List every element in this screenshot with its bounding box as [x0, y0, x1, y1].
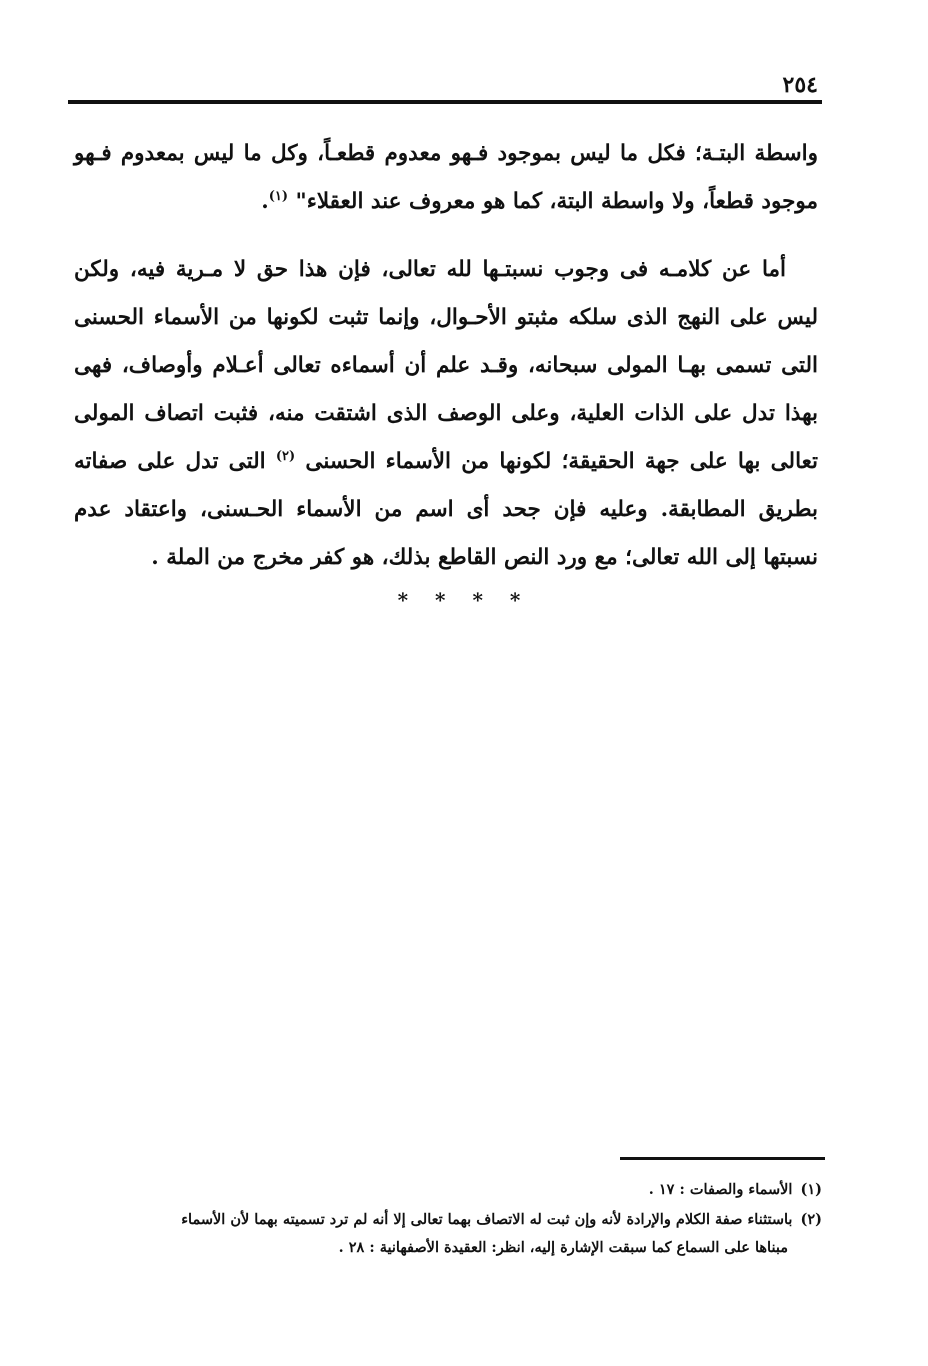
footnote-2-continuation: مبناها على السماع كما سبقت الإشارة إليه، انظر: العقيدة الأصفهانية : ٢٨ .: [338, 1239, 788, 1256]
footnote-ref-1: (١): [268, 188, 289, 204]
footnote-2-text: باستثناء صفة الكلام والإرادة لأنه وإن ثبت له الاتصاف بهما تعالى إلا أنه لم ترد تسميته بهما لأن الأسماء: [181, 1211, 793, 1228]
paragraph-2: [74, 246, 818, 582]
section-separator: * * * *: [397, 588, 531, 612]
footnote-1-number: (١): [800, 1181, 822, 1198]
footnote-2: [74, 1206, 822, 1262]
header-rule: [68, 100, 822, 104]
footnote-1: [74, 1176, 822, 1204]
main-text: [74, 130, 818, 582]
page-number: ٢٥٤: [782, 72, 818, 98]
footnote-1-text: الأسماء والصفات : ١٧ .: [648, 1181, 793, 1198]
footnote-rule: [620, 1157, 825, 1160]
footnote-2-number: (٢): [800, 1211, 822, 1228]
paragraph-1: [74, 130, 818, 226]
footnote-ref-2: (٢): [275, 448, 296, 464]
paragraph-2-text-a: أما عن كلامـه فى وجوب نسبتـها لله تعالى، فإن هذا حق لا مـرية فيه، ولكن ليس على النهج الذى سلكه مثبتو الأحـوال، وإنما تثبت لكونها من الأسماء الحسنى التى تسمى بهـا المولى سبحانه، وقـد علم أن أسماءه تعالى أعـلام وأوصاف، فهى بهذا تدل على الذات العلية، وعلى الوصف الذى اشتقت منه، فثبت اتصاف المولى تعالى بها على جهة الحقيقة؛ لكونها من الأسماء الحسنى: [74, 257, 818, 474]
paragraph-2-text-b: التى تدل على صفاته بطريق المطابقة. وعليه فإن جحد أى اسم من الأسماء الحـسنى، واعتقاد عدم نسبتها إلى الله تعالى؛ مع ورد النص القاطع بذلك، هو كفر مخرج من الملة .: [74, 449, 818, 570]
footnotes: [74, 1176, 822, 1264]
paragraph-1-end: .: [261, 189, 269, 214]
paragraph-1-text: واسطة البتـة؛ فكل ما ليس بموجود فـهو معدوم قطعـاً، وكل ما ليس بمعدوم فـهو موجود قطعاً، ولا واسطة البتة، كما هو معروف عند العقلاء": [74, 141, 818, 214]
